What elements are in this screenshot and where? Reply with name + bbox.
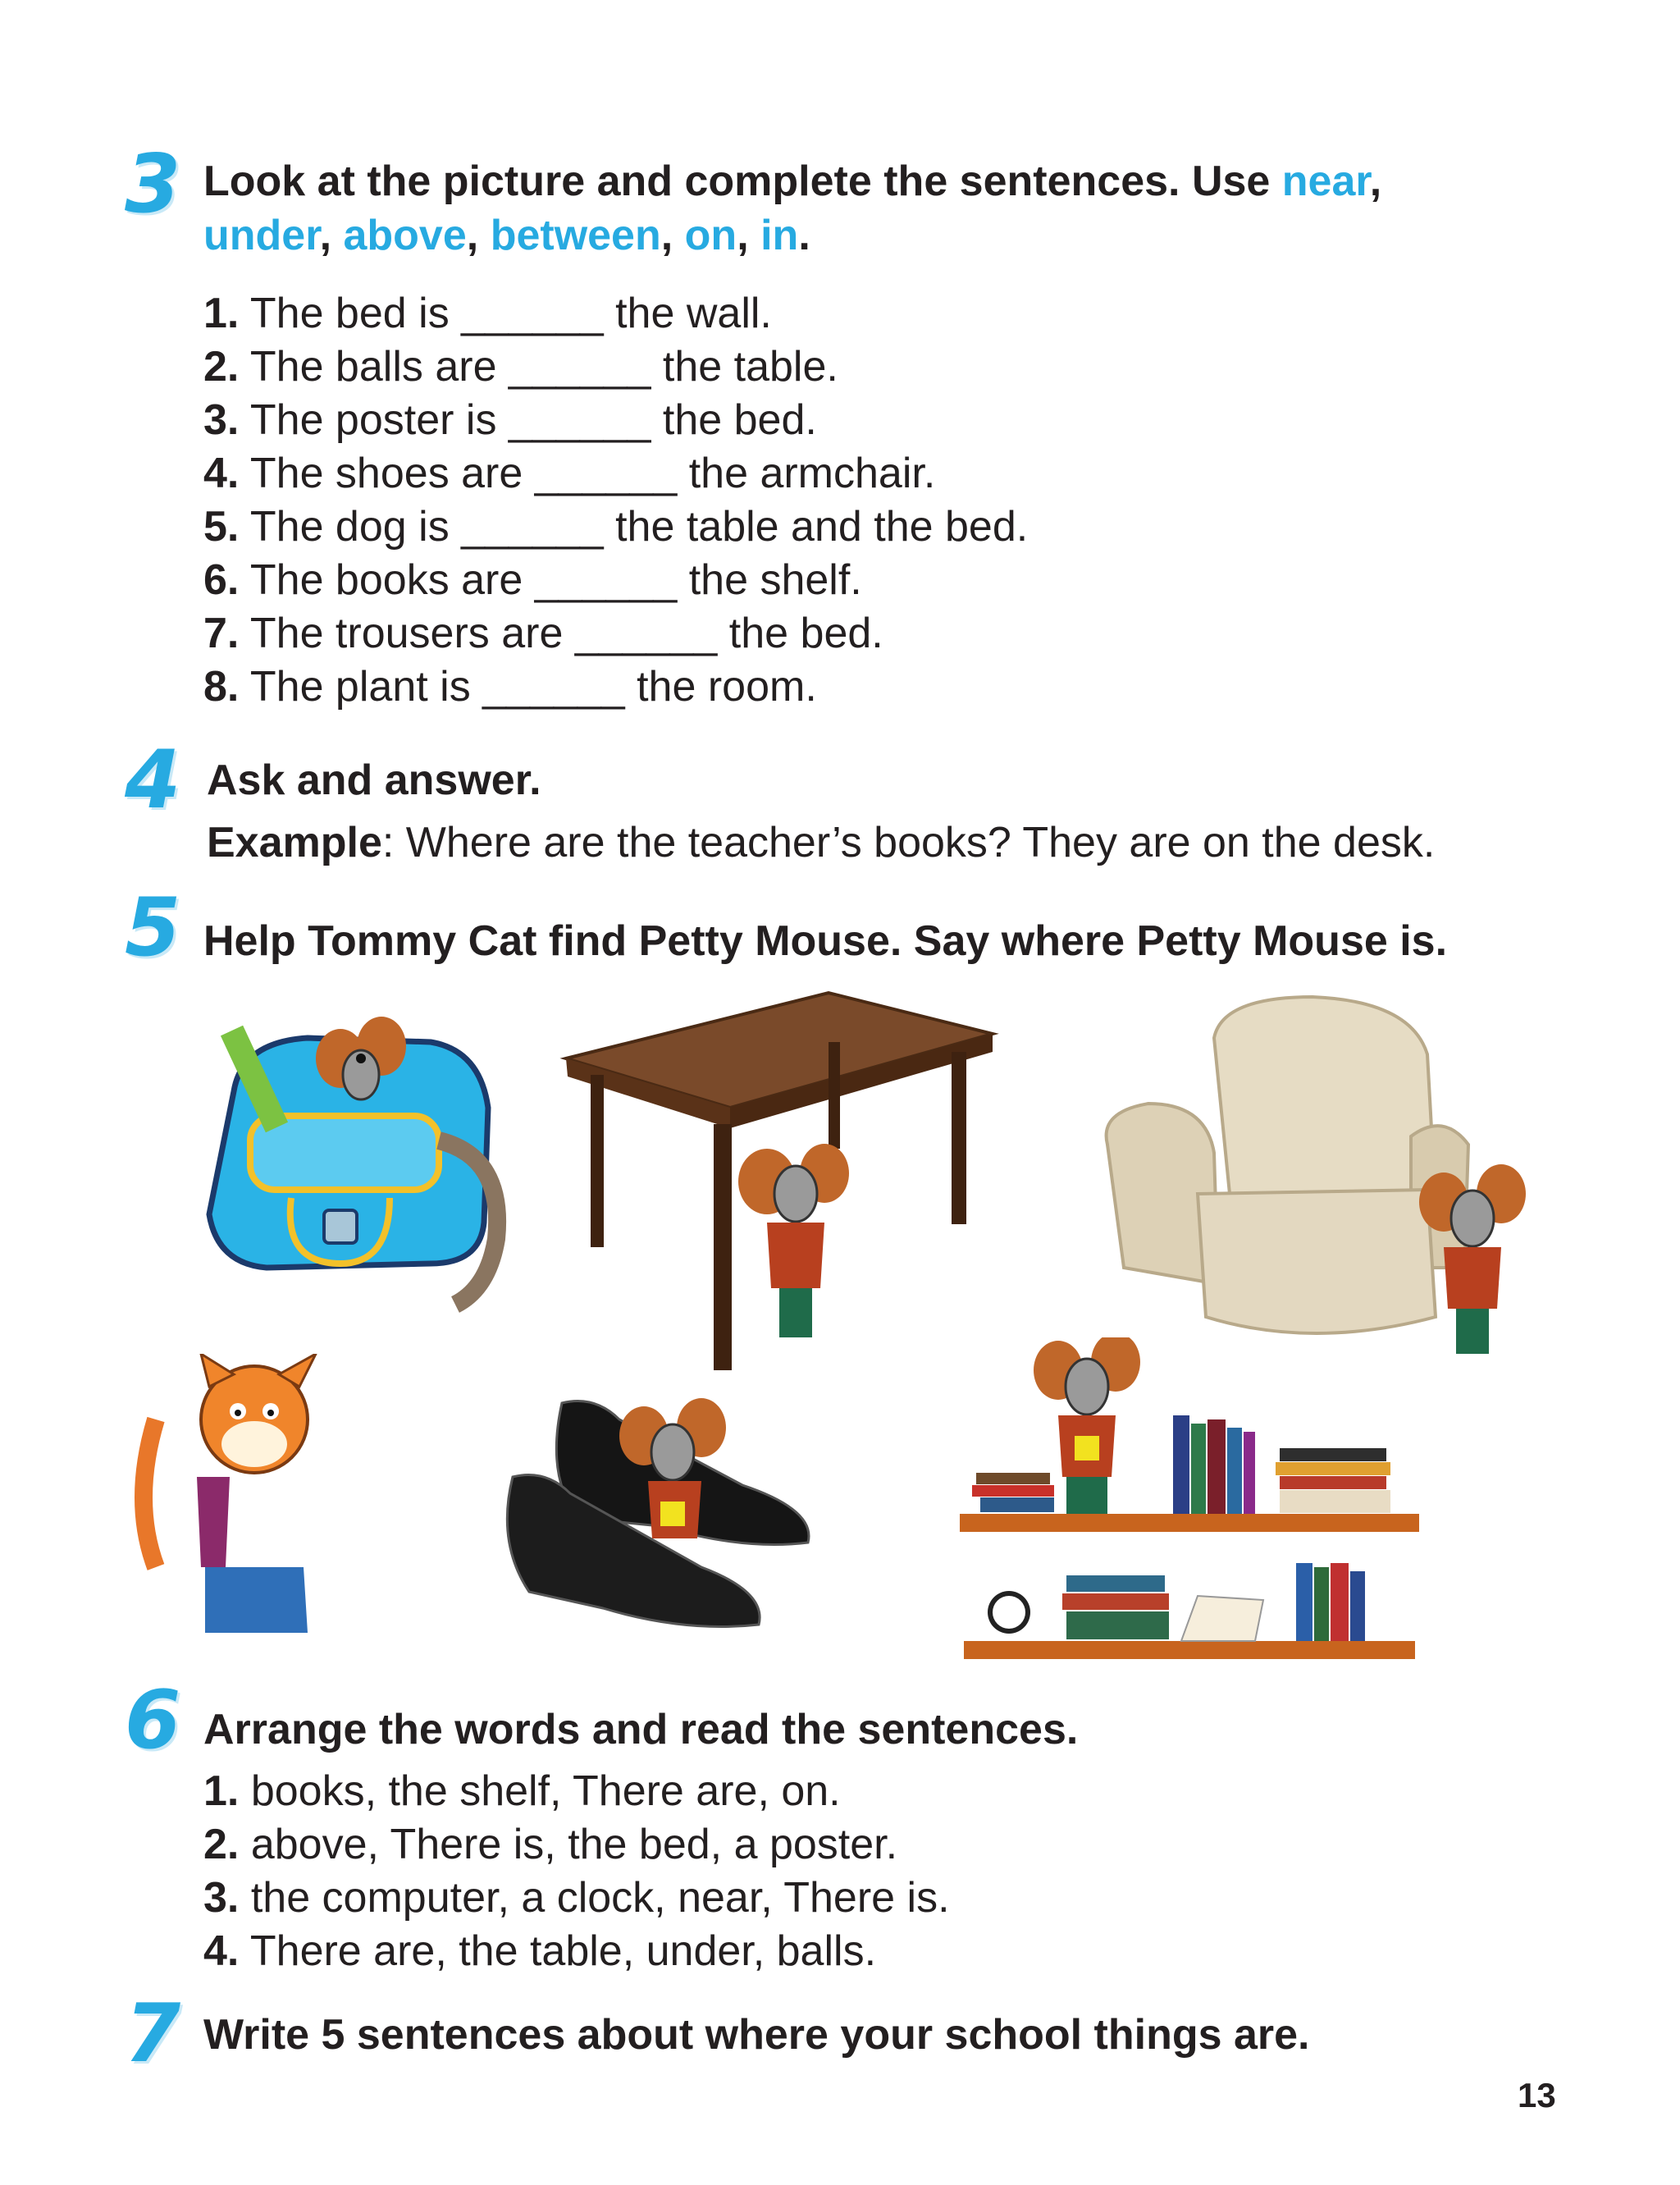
exercise-5-number: 5	[125, 881, 181, 975]
exercise-6-number: 6	[125, 1674, 181, 1767]
exercise-3-item: 3. The poster is ______ the bed.	[203, 396, 817, 444]
exercise-3-item: 6. The books are ______ the shelf.	[203, 556, 862, 604]
exercise-3-item: 8. The plant is ______ the room.	[203, 663, 817, 711]
keyword-under: under	[203, 212, 320, 259]
exercise-4-example	[207, 816, 1435, 870]
exercise-3-item: 4. The shoes are ______ the armchair.	[203, 450, 936, 497]
keyword-on: on	[684, 212, 737, 259]
bookshelf-mouse-image	[960, 1337, 1419, 1666]
table-mouse-image	[558, 985, 1001, 1378]
exercise-3-item: 2. The balls are ______ the table.	[203, 343, 838, 391]
exercise-3-item: 7. The trousers are ______ the bed.	[203, 610, 883, 657]
exercise-6-item: 3. the computer, a clock, near, There is.	[203, 1874, 950, 1922]
exercise-7-title: Write 5 sentences about where your school things are.	[203, 2011, 1310, 2059]
exercise-6-title: Arrange the words and read the sentences.	[203, 1706, 1079, 1753]
exercise-5-title: Help Tommy Cat find Petty Mouse. Say where Petty Mouse is.	[203, 917, 1448, 965]
keyword-near: near	[1281, 158, 1370, 205]
keyword-between: between	[490, 212, 661, 259]
shoes-mouse-image	[496, 1387, 824, 1649]
page-number: 13	[1518, 2076, 1556, 2114]
exercise-3-number: 3	[125, 138, 181, 231]
exercise-7-number: 7	[125, 1987, 181, 2081]
keyword-above: above	[343, 212, 467, 259]
exercise-4-title: Ask and answer.	[207, 757, 541, 804]
exercise-6-item: 2. above, There is, the bed, a poster.	[203, 1821, 898, 1868]
armchair-mouse-image	[1099, 989, 1542, 1366]
exercise-3-item: 1. The bed is ______ the wall.	[203, 290, 772, 337]
example-text: : Where are the teacher’s books? They are on the desk.	[381, 819, 1436, 866]
tommy-cat-image	[123, 1354, 353, 1649]
schoolbag-mouse-image	[185, 993, 513, 1321]
exercise-6-item: 1. books, the shelf, There are, on.	[203, 1767, 841, 1815]
exercise-4-number: 4	[125, 734, 181, 827]
example-label: Example	[207, 819, 382, 866]
exercise-3-title: Look at the picture and complete the sentences. Use near, under, above, between, on, in.	[203, 158, 1382, 259]
keyword-in: in	[760, 212, 799, 259]
exercise-3-item: 5. The dog is ______ the table and the bed.	[203, 503, 1029, 551]
exercise-6-item: 4. There are, the table, under, balls.	[203, 1927, 877, 1975]
exercise-3-title-text: Look at the picture and complete the sentences. Use	[203, 158, 1282, 205]
